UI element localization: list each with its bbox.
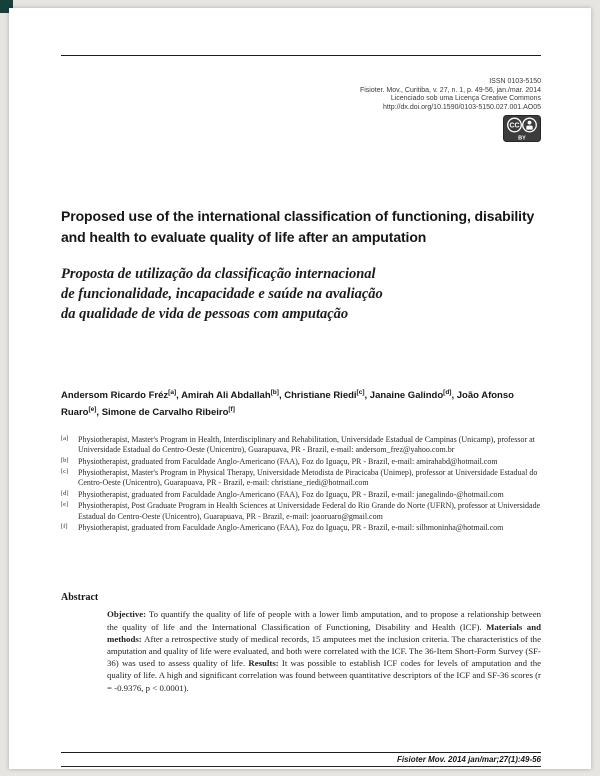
affiliation-item — [61, 457, 541, 467]
affiliation-text: Physiotherapist, Post Graduate Program in Health Sciences at Universidade Federal do Rio Grande do Norte (UFRN), professor at Universidade Estadual do Centro-Oeste (Unicentro), Guarapuava, PR - Brazil, e-mail: joaoruaro@gmail.com — [78, 501, 541, 521]
author-separator: , — [364, 390, 370, 402]
affiliation-item — [61, 501, 541, 522]
journal-info-line: Fisioter. Mov., Curitiba, v. 27, n. 1, p. 49-56, jan./mar. 2014 — [359, 86, 541, 94]
issn-line: ISSN 0103-5150 — [489, 78, 541, 85]
author-name: Amirah Ali Abdallah — [181, 390, 271, 402]
abstract-methods-label: Materials and methods: — [107, 621, 541, 644]
affiliation-label: [a] — [61, 434, 69, 442]
abstract-methods-text: After a retrospective study of medical records, 15 amputees met the inclusion criteria. The characteristics of the amputation and quality of life were evaluated, and both were correlated with the ICF. The 36-Item Short-Form Survey (SF-36) was used to assess quality of life. — [107, 633, 541, 669]
footer — [61, 752, 541, 767]
cc-by-license-badge[interactable] — [503, 115, 541, 147]
author-separator: , — [176, 390, 182, 402]
author-name: Simone de Carvalho Ribeiro — [101, 406, 229, 418]
header-rule — [61, 55, 541, 56]
author-name: Andersom Ricardo Fréz — [61, 390, 169, 402]
abstract-objective-label: Objective: — [107, 609, 149, 620]
author-separator: , — [278, 390, 285, 402]
affiliation-label: [d] — [61, 489, 69, 497]
abstract-results-text: It was possible to establish ICF codes for levels of amputation and the quality of life. A high and significant correlation was found between quantitative descriptors of the ICF and SF-36 scores (r = -0.9376, p < 0.0001). — [107, 658, 541, 693]
author-separator: , — [451, 390, 457, 402]
author-affiliation-sup: [c] — [356, 389, 365, 397]
author-name: Janaine Galindo — [369, 390, 444, 402]
abstract-paragraph — [107, 608, 541, 693]
author-affiliation-sup: [a] — [168, 389, 177, 397]
affiliation-label: [f] — [61, 522, 68, 530]
svg-text:BY: BY — [518, 135, 526, 142]
abstract-results-label: Results: — [248, 658, 282, 669]
author-affiliation-sup: [d] — [443, 389, 452, 397]
author-affiliation-sup: [e] — [88, 405, 97, 413]
affiliation-text: Physiotherapist, graduated from Faculdade Anglo-Americano (FAA), Foz do Iguaçu, PR - Brazil, e-mail: amirahabd@hotmail.com — [78, 456, 498, 466]
doi-link[interactable]: http://dx.doi.org/10.1590/0103-5150.027.001.AO05 — [382, 103, 541, 111]
footer-citation: Fisioter Mov. 2014 jan/mar;27(1):49-56 — [396, 755, 541, 764]
abstract-heading: Abstract — [61, 592, 99, 604]
affiliations-list — [61, 435, 541, 534]
cc-badge-row — [61, 115, 541, 142]
affiliation-item — [61, 490, 541, 500]
affiliation-text: Physiotherapist, graduated from Faculdade Anglo-Americano (FAA), Foz do Iguaçu, PR - Brazil, e-mail: janegalindo-@hotmail.com — [78, 489, 504, 499]
affiliation-text: Physiotherapist, graduated from Faculdade Anglo-Americano (FAA), Foz do Iguaçu, PR - Brazil, e-mail: silhmoninha@hotmail.com — [78, 522, 504, 532]
affiliation-label: [c] — [61, 467, 69, 475]
authors-line — [61, 386, 541, 418]
paper-page — [9, 8, 591, 769]
affiliation-label: [b] — [61, 456, 69, 464]
author-separator: , — [96, 406, 102, 418]
creative-commons-by-icon — [503, 115, 541, 142]
author-name: João Afonso Ruaro — [61, 390, 514, 418]
article-title-portuguese: Proposta de utilização da classificação internacional de funcionalidade, incapacidade e saúde na avaliação da qualidade de vida de pessoas com amputação — [61, 266, 383, 323]
license-line: Licenciado sob uma Licença Creative Commons — [390, 95, 541, 103]
author-name: Christiane Riedi — [284, 390, 357, 402]
affiliation-text: Physiotherapist, Master's Program in Health, Interdisciplinary and Rehabilitation, Universidade Estadual de Campinas (Unicamp), professor at Universidade Estadual do Centro-Oeste (Unicentro), Guarapuava, PR - Brazil, e-mail: andersom_frez@yahoo.com.br — [78, 434, 535, 455]
article-title-english: Proposed use of the international classification of functioning, disability and health to evaluate quality of life after an amputation — [61, 208, 535, 246]
affiliation-item — [61, 435, 541, 456]
affiliation-label: [e] — [61, 501, 69, 509]
journal-meta — [61, 78, 541, 112]
abstract-objective-text: To quantify the quality of life of people with a lower limb amputation, and to propose a relationship between the quality of life and the International Classification of Functioning, Disability and Health (ICF). — [107, 609, 541, 632]
svg-text:CC: CC — [509, 122, 520, 130]
affiliation-item — [61, 523, 541, 533]
author-affiliation-sup: [b] — [270, 389, 279, 397]
affiliation-item — [61, 468, 541, 489]
author-affiliation-sup: [f] — [228, 405, 235, 413]
affiliation-text: Physiotherapist, Master's Program in Physical Therapy, Universidade Metodista de Piracicaba (Unimep), professor at Universidade Estadual do Centro-Oeste (Unicentro), Guarapuava, PR - Brazil, e-mail: christiane_riedi@hotmail.com — [78, 467, 538, 488]
